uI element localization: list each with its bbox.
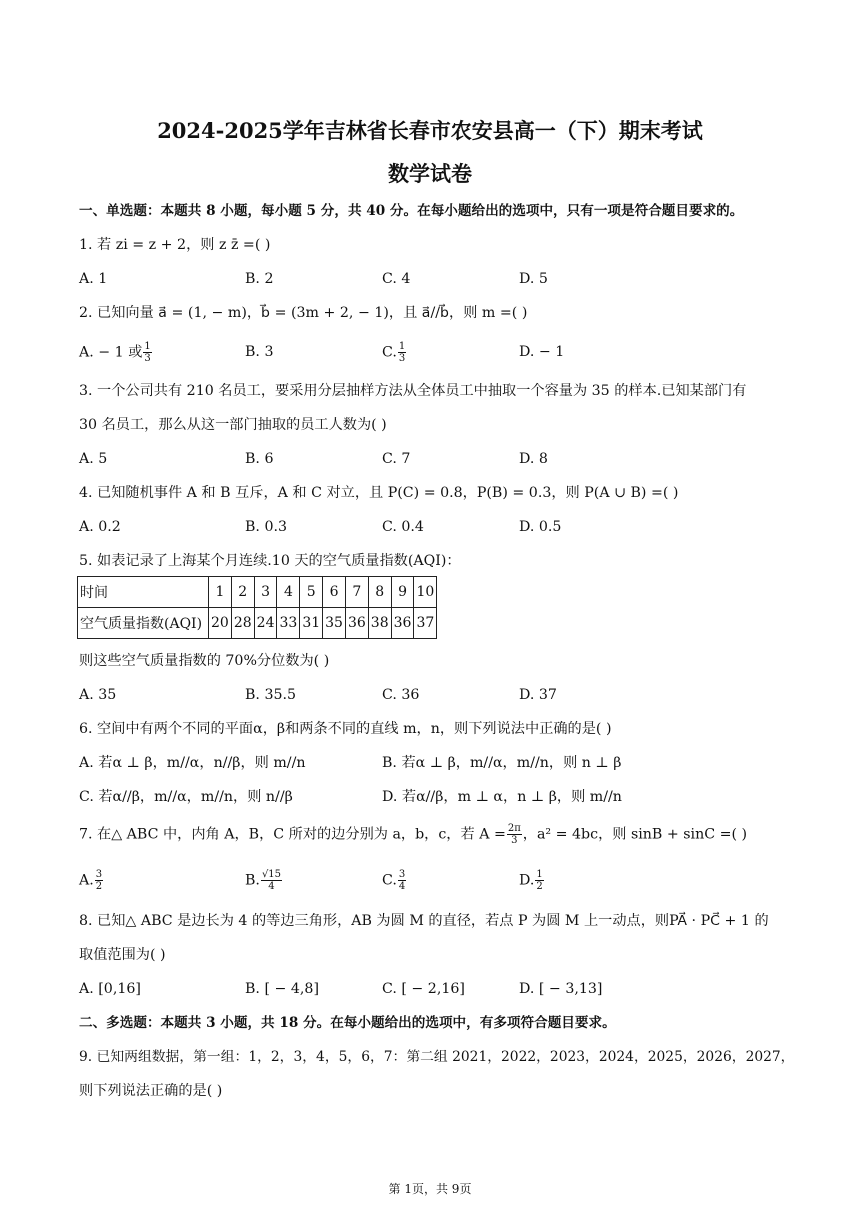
fraction <box>507 823 522 846</box>
q2-stem: 2. 已知向量 a⃗ = (1, − m)，b⃗ = (3m + 2, − 1)，且 a⃗//b⃗，则 m =( ) <box>79 305 528 321</box>
q2-option-c <box>382 341 407 364</box>
q3-option-c: C. 7 <box>382 451 411 467</box>
table-cell: 20 <box>209 608 232 639</box>
page-footer: 第 1页，共 9页 <box>388 1182 472 1196</box>
fraction-numerator: 1 <box>144 341 151 352</box>
q2-option-a-text: A. − 1 或 <box>79 344 143 361</box>
fraction-numerator: 3 <box>398 869 406 880</box>
fraction-denominator: 3 <box>511 835 518 846</box>
q1-stem: 1. 若 zi = z + 2，则 z z̄ =( ) <box>79 237 271 253</box>
q8-option-a: A. [0,16] <box>79 981 141 997</box>
q3-stem-line1: 3. 一个公司共有 210 名员工，要采用分层抽样方法从全体员工中抽取一个容量为 35 的样本.已知某部门有 <box>79 383 747 399</box>
fraction-numerator: 2π <box>507 823 521 834</box>
q6-option-c: C. 若α//β，m//α，m//n，则 n//β <box>79 789 293 805</box>
q9-stem-line1: 9. 已知两组数据，第一组：1，2，3，4，5，6，7：第二组 2021，2022，2023，2024，2025，2026，2027， <box>79 1049 795 1065</box>
q5-option-a: A. 35 <box>79 687 117 703</box>
table-row-label: 时间 <box>78 577 209 608</box>
q8-option-c: C. [ − 2,16] <box>382 981 465 997</box>
fraction <box>143 341 151 364</box>
table-cell: 36 <box>391 608 414 639</box>
q6-option-a: A. 若α ⊥ β，m//α，n//β，则 m//n <box>79 755 306 771</box>
q7-stem-text: 7. 在△ ABC 中，内角 A，B，C 所对的边分别为 a，b，c，若 A = <box>79 826 506 843</box>
table-cell: 7 <box>345 577 368 608</box>
q4-stem: 4. 已知随机事件 A 和 B 互斥，A 和 C 对立，且 P(C) = 0.8，P(B) = 0.3，则 P(A ∪ B) =( ) <box>79 485 679 501</box>
table-cell: 33 <box>277 608 300 639</box>
q5-option-b: B. 35.5 <box>245 687 297 703</box>
q2-option-d: D. − 1 <box>519 344 565 360</box>
q3-stem-line2: 30 名员工，那么从这一部门抽取的员工人数为( ) <box>79 417 387 433</box>
table-cell: 36 <box>345 608 368 639</box>
section-2-heading: 二、多选题：本题共 3 小题，共 18 分。在每小题给出的选项中，有多项符合题目要求。 <box>79 1015 616 1031</box>
q7-stem-text-end: ，a² = 4bc，则 sinB + sinC =( ) <box>522 826 748 843</box>
q6-stem: 6. 空间中有两个不同的平面α，β和两条不同的直线 m，n，则下列说法中正确的是( ) <box>79 721 612 737</box>
q3-option-b: B. 6 <box>245 451 274 467</box>
table-cell: 38 <box>368 608 391 639</box>
section-1-heading: 一、单选题：本题共 8 小题，每小题 5 分，共 40 分。在每小题给出的选项中，只有一项是符合题目要求的。 <box>79 203 744 219</box>
fraction <box>261 869 282 892</box>
fraction-denominator: 4 <box>268 881 275 892</box>
q5-option-d: D. 37 <box>519 687 557 703</box>
q1-option-c: C. 4 <box>382 271 411 287</box>
table-cell: 2 <box>231 577 254 608</box>
q7-option-b-label: B. <box>245 872 260 889</box>
q8-option-d: D. [ − 3,13] <box>519 981 603 997</box>
table-cell: 24 <box>254 608 277 639</box>
table-cell: 8 <box>368 577 391 608</box>
fraction-denominator: 4 <box>398 881 406 892</box>
fraction-numerator: √15 <box>261 869 282 880</box>
q6-option-d: D. 若α//β，m ⊥ α，n ⊥ β，则 m//n <box>382 789 622 805</box>
q9-stem-line2: 则下列说法正确的是( ) <box>79 1083 223 1099</box>
table-cell: 28 <box>231 608 254 639</box>
q8-option-b: B. [ − 4,8] <box>245 981 319 997</box>
q8-stem-line2: 取值范围为( ) <box>79 947 166 963</box>
q7-option-c-label: C. <box>382 872 397 889</box>
q5-option-c: C. 36 <box>382 687 420 703</box>
q7-option-d-label: D. <box>519 872 535 889</box>
fraction-numerator: 1 <box>536 869 543 880</box>
table-cell: 31 <box>300 608 323 639</box>
table-row <box>78 577 437 608</box>
fraction <box>95 869 103 892</box>
q8-stem-line1: 8. 已知△ ABC 是边长为 4 的等边三角形，AB 为圆 M 的直径，若点 P 为圆 M 上一动点，则PA⃗ · PC⃗ + 1 的 <box>79 913 769 929</box>
fraction <box>535 869 543 892</box>
q5-stem-line2: 则这些空气质量指数的 70%分位数为( ) <box>79 653 330 669</box>
q3-option-a: A. 5 <box>79 451 108 467</box>
table-cell: 5 <box>300 577 323 608</box>
q1-option-a: A. 1 <box>79 271 108 287</box>
table-cell: 10 <box>414 577 437 608</box>
q2-option-c-label: C. <box>382 344 397 361</box>
q4-option-b: B. 0.3 <box>245 519 288 535</box>
table-cell: 37 <box>414 608 437 639</box>
q7-option-b <box>245 869 283 892</box>
table-row-label: 空气质量指数(AQI) <box>78 608 209 639</box>
exam-subtitle: 数学试卷 <box>388 161 472 186</box>
q2-option-a <box>79 341 153 364</box>
q3-option-d: D. 8 <box>519 451 548 467</box>
q2-option-b: B. 3 <box>245 344 274 360</box>
fraction-numerator: 1 <box>398 341 406 352</box>
q6-option-b: B. 若α ⊥ β，m//α，m//n，则 n ⊥ β <box>382 755 622 771</box>
table-cell: 1 <box>209 577 232 608</box>
fraction-denominator: 2 <box>536 881 543 892</box>
fraction-denominator: 3 <box>144 353 151 364</box>
fraction-numerator: 3 <box>95 869 103 880</box>
q4-option-d: D. 0.5 <box>519 519 562 535</box>
q7-stem <box>79 823 747 846</box>
aqi-table <box>77 576 437 639</box>
table-cell: 9 <box>391 577 414 608</box>
table-cell: 4 <box>277 577 300 608</box>
table-cell: 6 <box>323 577 346 608</box>
q7-option-a-label: A. <box>79 872 94 889</box>
q1-option-d: D. 5 <box>519 271 548 287</box>
q7-option-a <box>79 869 104 892</box>
q1-option-b: B. 2 <box>245 271 274 287</box>
table-cell: 3 <box>254 577 277 608</box>
table-row <box>78 608 437 639</box>
q7-option-d <box>519 869 545 892</box>
q7-option-c <box>382 869 407 892</box>
q4-option-a: A. 0.2 <box>79 519 121 535</box>
fraction <box>398 869 406 892</box>
q4-option-c: C. 0.4 <box>382 519 424 535</box>
fraction-denominator: 3 <box>398 353 406 364</box>
table-cell: 35 <box>323 608 346 639</box>
exam-title: 2024-2025学年吉林省长春市农安县高一（下）期末考试 <box>157 118 703 143</box>
q5-stem: 5. 如表记录了上海某个月连续.10 天的空气质量指数(AQI)： <box>79 553 461 569</box>
fraction-denominator: 2 <box>95 881 103 892</box>
fraction <box>398 341 406 364</box>
